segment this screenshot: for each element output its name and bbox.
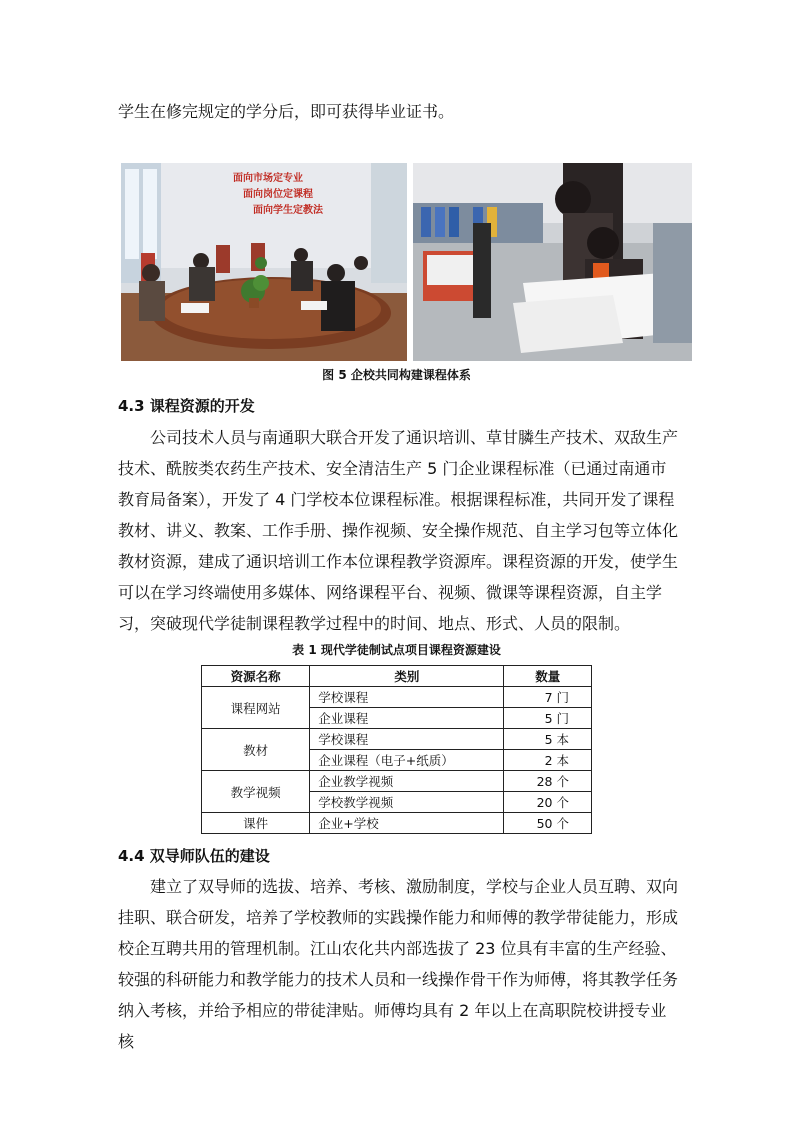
table-title: 表 1 现代学徒制试点项目课程资源建设 <box>292 643 501 657</box>
table-row <box>202 729 592 750</box>
meeting-room-photo <box>121 163 407 361</box>
category-cell: 企业教学视频 <box>310 771 504 792</box>
quantity-cell: 2 本 <box>504 750 592 771</box>
banner-line: 面向学生定教法 <box>253 205 323 216</box>
section-heading-4-3: 4.3 课程资源的开发 <box>118 397 255 415</box>
category-cell: 企业课程（电子+纸质） <box>310 750 504 771</box>
quantity-cell: 7 门 <box>504 687 592 708</box>
resource-table <box>201 665 592 834</box>
quantity-cell: 50 个 <box>504 813 592 834</box>
category-cell: 企业课程 <box>310 708 504 729</box>
category-cell: 学校教学视频 <box>310 792 504 813</box>
table-row <box>202 813 592 834</box>
section-heading-4-4: 4.4 双导师队伍的建设 <box>118 847 270 865</box>
table-header-row <box>202 666 592 687</box>
figure-caption: 图 5 企校共同构建课程体系 <box>322 368 471 382</box>
resource-name-cell: 课件 <box>202 813 310 834</box>
category-cell: 学校课程 <box>310 729 504 750</box>
office-desk-photo <box>413 163 692 361</box>
banner-line: 面向市场定专业 <box>233 173 303 184</box>
column-header: 资源名称 <box>202 666 310 687</box>
quantity-cell: 28 个 <box>504 771 592 792</box>
resource-name-cell: 教材 <box>202 729 310 771</box>
table-row <box>202 687 592 708</box>
section-4-3-body: 公司技术人员与南通职大联合开发了通识培训、草甘膦生产技术、双敌生产技术、酰胺类农药生产技术、安全清洁生产 5 门企业课程标准（已通过南通市教育局备案），开发了 4 门学校本位课程标准。根据课程标准，共同开发了课程教材、讲义、教案、工作手册、操作视频、安全操作规范、自主学习包等立体化教材资源，建成了通识培训工作本位课程教学资源库。课程资源的开发，使学生可以在学习终端使用多媒体、网络课程平台、视频、微课等课程资源，自主学习，突破现代学徒制课程教学过程中的时间、地点、形式、人员的限制。 <box>118 428 679 633</box>
category-cell: 企业+学校 <box>310 813 504 834</box>
banner-line: 面向岗位定课程 <box>243 189 313 200</box>
table-row <box>202 771 592 792</box>
column-header: 类别 <box>310 666 504 687</box>
resource-name-cell: 教学视频 <box>202 771 310 813</box>
intro-line: 学生在修完规定的学分后，即可获得毕业证书。 <box>118 102 455 121</box>
quantity-cell: 5 门 <box>504 708 592 729</box>
quantity-cell: 20 个 <box>504 792 592 813</box>
banner-text <box>233 171 323 219</box>
figure-photos <box>121 163 692 361</box>
category-cell: 学校课程 <box>310 687 504 708</box>
column-header: 数量 <box>504 666 592 687</box>
quantity-cell: 5 本 <box>504 729 592 750</box>
resource-name-cell: 课程网站 <box>202 687 310 729</box>
section-4-4-body: 建立了双导师的选拔、培养、考核、激励制度，学校与企业人员互聘、双向挂职、联合研发，培养了学校教师的实践操作能力和师傅的教学带徒能力，形成校企互聘共用的管理机制。江山农化共内部选拔了 23 位具有丰富的生产经验、较强的科研能力和教学能力的技术人员和一线操作骨干作为师傅，将其教学任务纳入考核，并给予相应的带徒津贴。师傅均具有 2 年以上在高职院校讲授专业核 <box>118 877 679 1051</box>
